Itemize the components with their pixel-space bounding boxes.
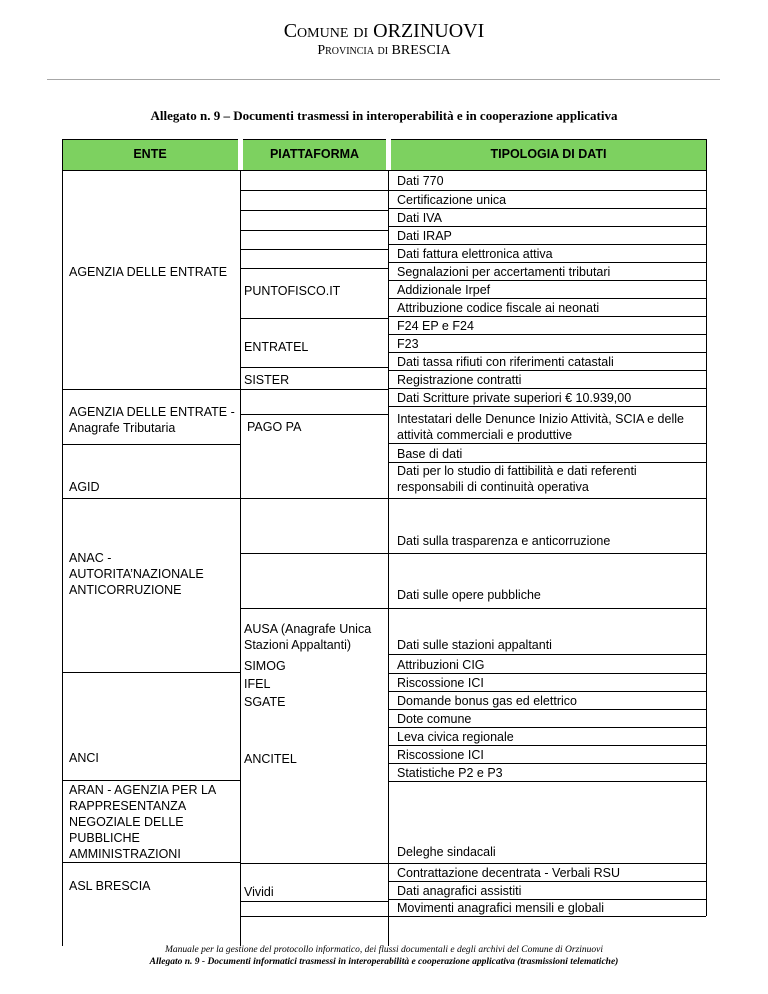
- piattaforma-cell: ANCITEL: [244, 752, 297, 766]
- tipologia-cell: Dati tassa rifiuti con riferimenti catastali: [397, 355, 614, 369]
- row-separator: [240, 190, 388, 191]
- row-separator: [62, 862, 240, 863]
- row-separator: [388, 280, 706, 281]
- row-separator: [240, 318, 388, 319]
- tipologia-cell: Movimenti anagrafici mensili e globali: [397, 901, 605, 915]
- tipologia-cell: responsabili di continuità operativa: [397, 480, 589, 494]
- piattaforma-cell: Vividi: [244, 885, 274, 899]
- ente-cell: AGID: [69, 480, 100, 494]
- row-separator: [388, 916, 706, 917]
- row-separator: [62, 498, 240, 499]
- tipologia-cell: Segnalazioni per accertamenti tributari: [397, 265, 611, 279]
- tipologia-cell: Dati sulla trasparenza e anticorruzione: [397, 534, 611, 548]
- row-separator: [388, 781, 706, 782]
- ente-cell: AMMINISTRAZIONI: [69, 847, 181, 861]
- piattaforma-cell: Stazioni Appaltanti): [244, 638, 352, 652]
- row-separator: [388, 262, 706, 263]
- row-separator: [240, 901, 388, 902]
- tipologia-cell: Dati 770: [397, 174, 444, 188]
- row-separator: [388, 388, 706, 389]
- piattaforma-cell: IFEL: [244, 677, 271, 691]
- tipologia-cell: Riscossione ICI: [397, 676, 484, 690]
- row-separator: [388, 654, 706, 655]
- ente-cell: NEGOZIALE DELLE: [69, 815, 184, 829]
- row-separator: [388, 673, 706, 674]
- tipologia-cell: Addizionale Irpef: [397, 283, 491, 297]
- row-separator: [388, 608, 706, 609]
- row-separator: [388, 745, 706, 746]
- header-rule: [47, 79, 720, 80]
- tipologia-cell: Domande bonus gas ed elettrico: [397, 694, 577, 708]
- tipologia-cell: F23: [397, 337, 419, 351]
- row-separator: [388, 334, 706, 335]
- piattaforma-cell: AUSA (Anagrafe Unica: [244, 622, 372, 636]
- ente-cell: ASL BRESCIA: [69, 879, 151, 893]
- piattaforma-cell: SIMOG: [244, 659, 286, 673]
- piattaforma-cell: PAGO PA: [247, 420, 302, 434]
- ente-cell: ARAN - AGENZIA PER LA: [69, 783, 217, 797]
- table-border: [706, 139, 707, 916]
- tipologia-cell: Dati sulle stazioni appaltanti: [397, 638, 552, 652]
- tipologia-cell: Certificazione unica: [397, 193, 507, 207]
- tipologia-cell: Dote comune: [397, 712, 472, 726]
- row-separator: [388, 863, 706, 864]
- row-separator: [240, 268, 388, 269]
- piattaforma-cell: PUNTOFISCO.IT: [244, 284, 341, 298]
- piattaforma-cell: SISTER: [244, 373, 290, 387]
- row-separator: [388, 498, 706, 499]
- row-separator: [388, 553, 706, 554]
- tipologia-cell: Deleghe sindacali: [397, 845, 496, 859]
- row-separator: [388, 691, 706, 692]
- footer-line-1: Manuale per la gestione del protocollo informatico, dei flussi documentali e degli archivi del Comune di Orzinuovi: [164, 945, 604, 955]
- row-separator: [388, 298, 706, 299]
- table-border: [62, 139, 63, 946]
- tipologia-cell: Riscossione ICI: [397, 748, 484, 762]
- table-border: [240, 170, 241, 946]
- tipologia-cell: Registrazione contratti: [397, 373, 522, 387]
- row-separator: [388, 727, 706, 728]
- tipologia-cell: Statistiche P2 e P3: [397, 766, 503, 780]
- row-separator: [62, 780, 240, 781]
- row-separator: [240, 498, 388, 499]
- ente-cell: Anagrafe Tributaria: [69, 421, 176, 435]
- tipologia-cell: Dati Scritture private superiori € 10.939,00: [397, 391, 632, 405]
- row-separator: [240, 210, 388, 211]
- ente-cell: PUBBLICHE: [69, 831, 140, 845]
- row-separator: [62, 170, 240, 171]
- column-header-piattaforma: PIATTAFORMA: [269, 147, 360, 161]
- tipologia-cell: Base di dati: [397, 447, 463, 461]
- row-separator: [62, 444, 240, 445]
- row-separator: [240, 170, 388, 171]
- row-separator: [240, 367, 388, 368]
- tipologia-cell: Attribuzione codice fiscale ai neonati: [397, 301, 600, 315]
- tipologia-cell: Dati sulle opere pubbliche: [397, 588, 541, 602]
- ente-cell: AGENZIA DELLE ENTRATE: [69, 265, 228, 279]
- row-separator: [388, 208, 706, 209]
- row-separator: [388, 443, 706, 444]
- piattaforma-cell: SGATE: [244, 695, 286, 709]
- ente-cell: AUTORITA’NAZIONALE: [69, 567, 204, 581]
- row-separator: [388, 190, 706, 191]
- row-separator: [388, 406, 706, 407]
- document-title: Comune di ORZINUOVI: [283, 20, 485, 42]
- table-caption: Allegato n. 9 – Documenti trasmessi in interoperabilità e in cooperazione applicativa: [150, 108, 618, 123]
- row-separator: [240, 389, 388, 390]
- row-separator: [240, 414, 388, 415]
- tipologia-cell: Dati anagrafici assistiti: [397, 884, 522, 898]
- row-separator: [240, 249, 388, 250]
- row-separator: [240, 553, 388, 554]
- row-separator: [388, 244, 706, 245]
- row-separator: [388, 226, 706, 227]
- row-separator: [388, 352, 706, 353]
- piattaforma-cell: ENTRATEL: [244, 340, 309, 354]
- table-border: [388, 170, 389, 946]
- ente-cell: ANCI: [69, 751, 99, 765]
- row-separator: [388, 370, 706, 371]
- row-separator: [62, 672, 240, 673]
- tipologia-cell: Intestatari delle Denunce Inizio Attività, SCIA e delle: [397, 412, 684, 426]
- row-separator: [388, 763, 706, 764]
- tipologia-cell: Contrattazione decentrata - Verbali RSU: [397, 866, 621, 880]
- tipologia-cell: Leva civica regionale: [397, 730, 514, 744]
- tipologia-cell: Dati IRAP: [397, 229, 452, 243]
- row-separator: [388, 170, 706, 171]
- column-header-tipologia: TIPOLOGIA DI DATI: [490, 147, 607, 161]
- row-separator: [388, 709, 706, 710]
- column-header-ente: ENTE: [133, 147, 167, 161]
- tipologia-cell: Dati per lo studio di fattibilità e dati referenti: [397, 464, 637, 478]
- row-separator: [240, 230, 388, 231]
- row-separator: [240, 863, 388, 864]
- row-separator: [240, 608, 388, 609]
- document-subtitle: Provincia di BRESCIA: [317, 43, 451, 58]
- tipologia-cell: Dati IVA: [397, 211, 442, 225]
- tipologia-cell: Dati fattura elettronica attiva: [397, 247, 553, 261]
- tipologia-cell: attività commerciali e produttive: [397, 428, 573, 442]
- row-separator: [388, 881, 706, 882]
- tipologia-cell: Attribuzioni CIG: [397, 658, 485, 672]
- footer-line-2: Allegato n. 9 - Documenti informatici trasmessi in interoperabilità e cooperazione applicativa (trasmissioni telematiche): [149, 957, 619, 967]
- ente-cell: AGENZIA DELLE ENTRATE -: [69, 405, 235, 419]
- ente-cell: RAPPRESENTANZA: [69, 799, 187, 813]
- tipologia-cell: F24 EP e F24: [397, 319, 474, 333]
- row-separator: [62, 389, 240, 390]
- ente-cell: ANTICORRUZIONE: [69, 583, 182, 597]
- ente-cell: ANAC -: [69, 551, 112, 565]
- row-separator: [240, 916, 388, 917]
- row-separator: [388, 316, 706, 317]
